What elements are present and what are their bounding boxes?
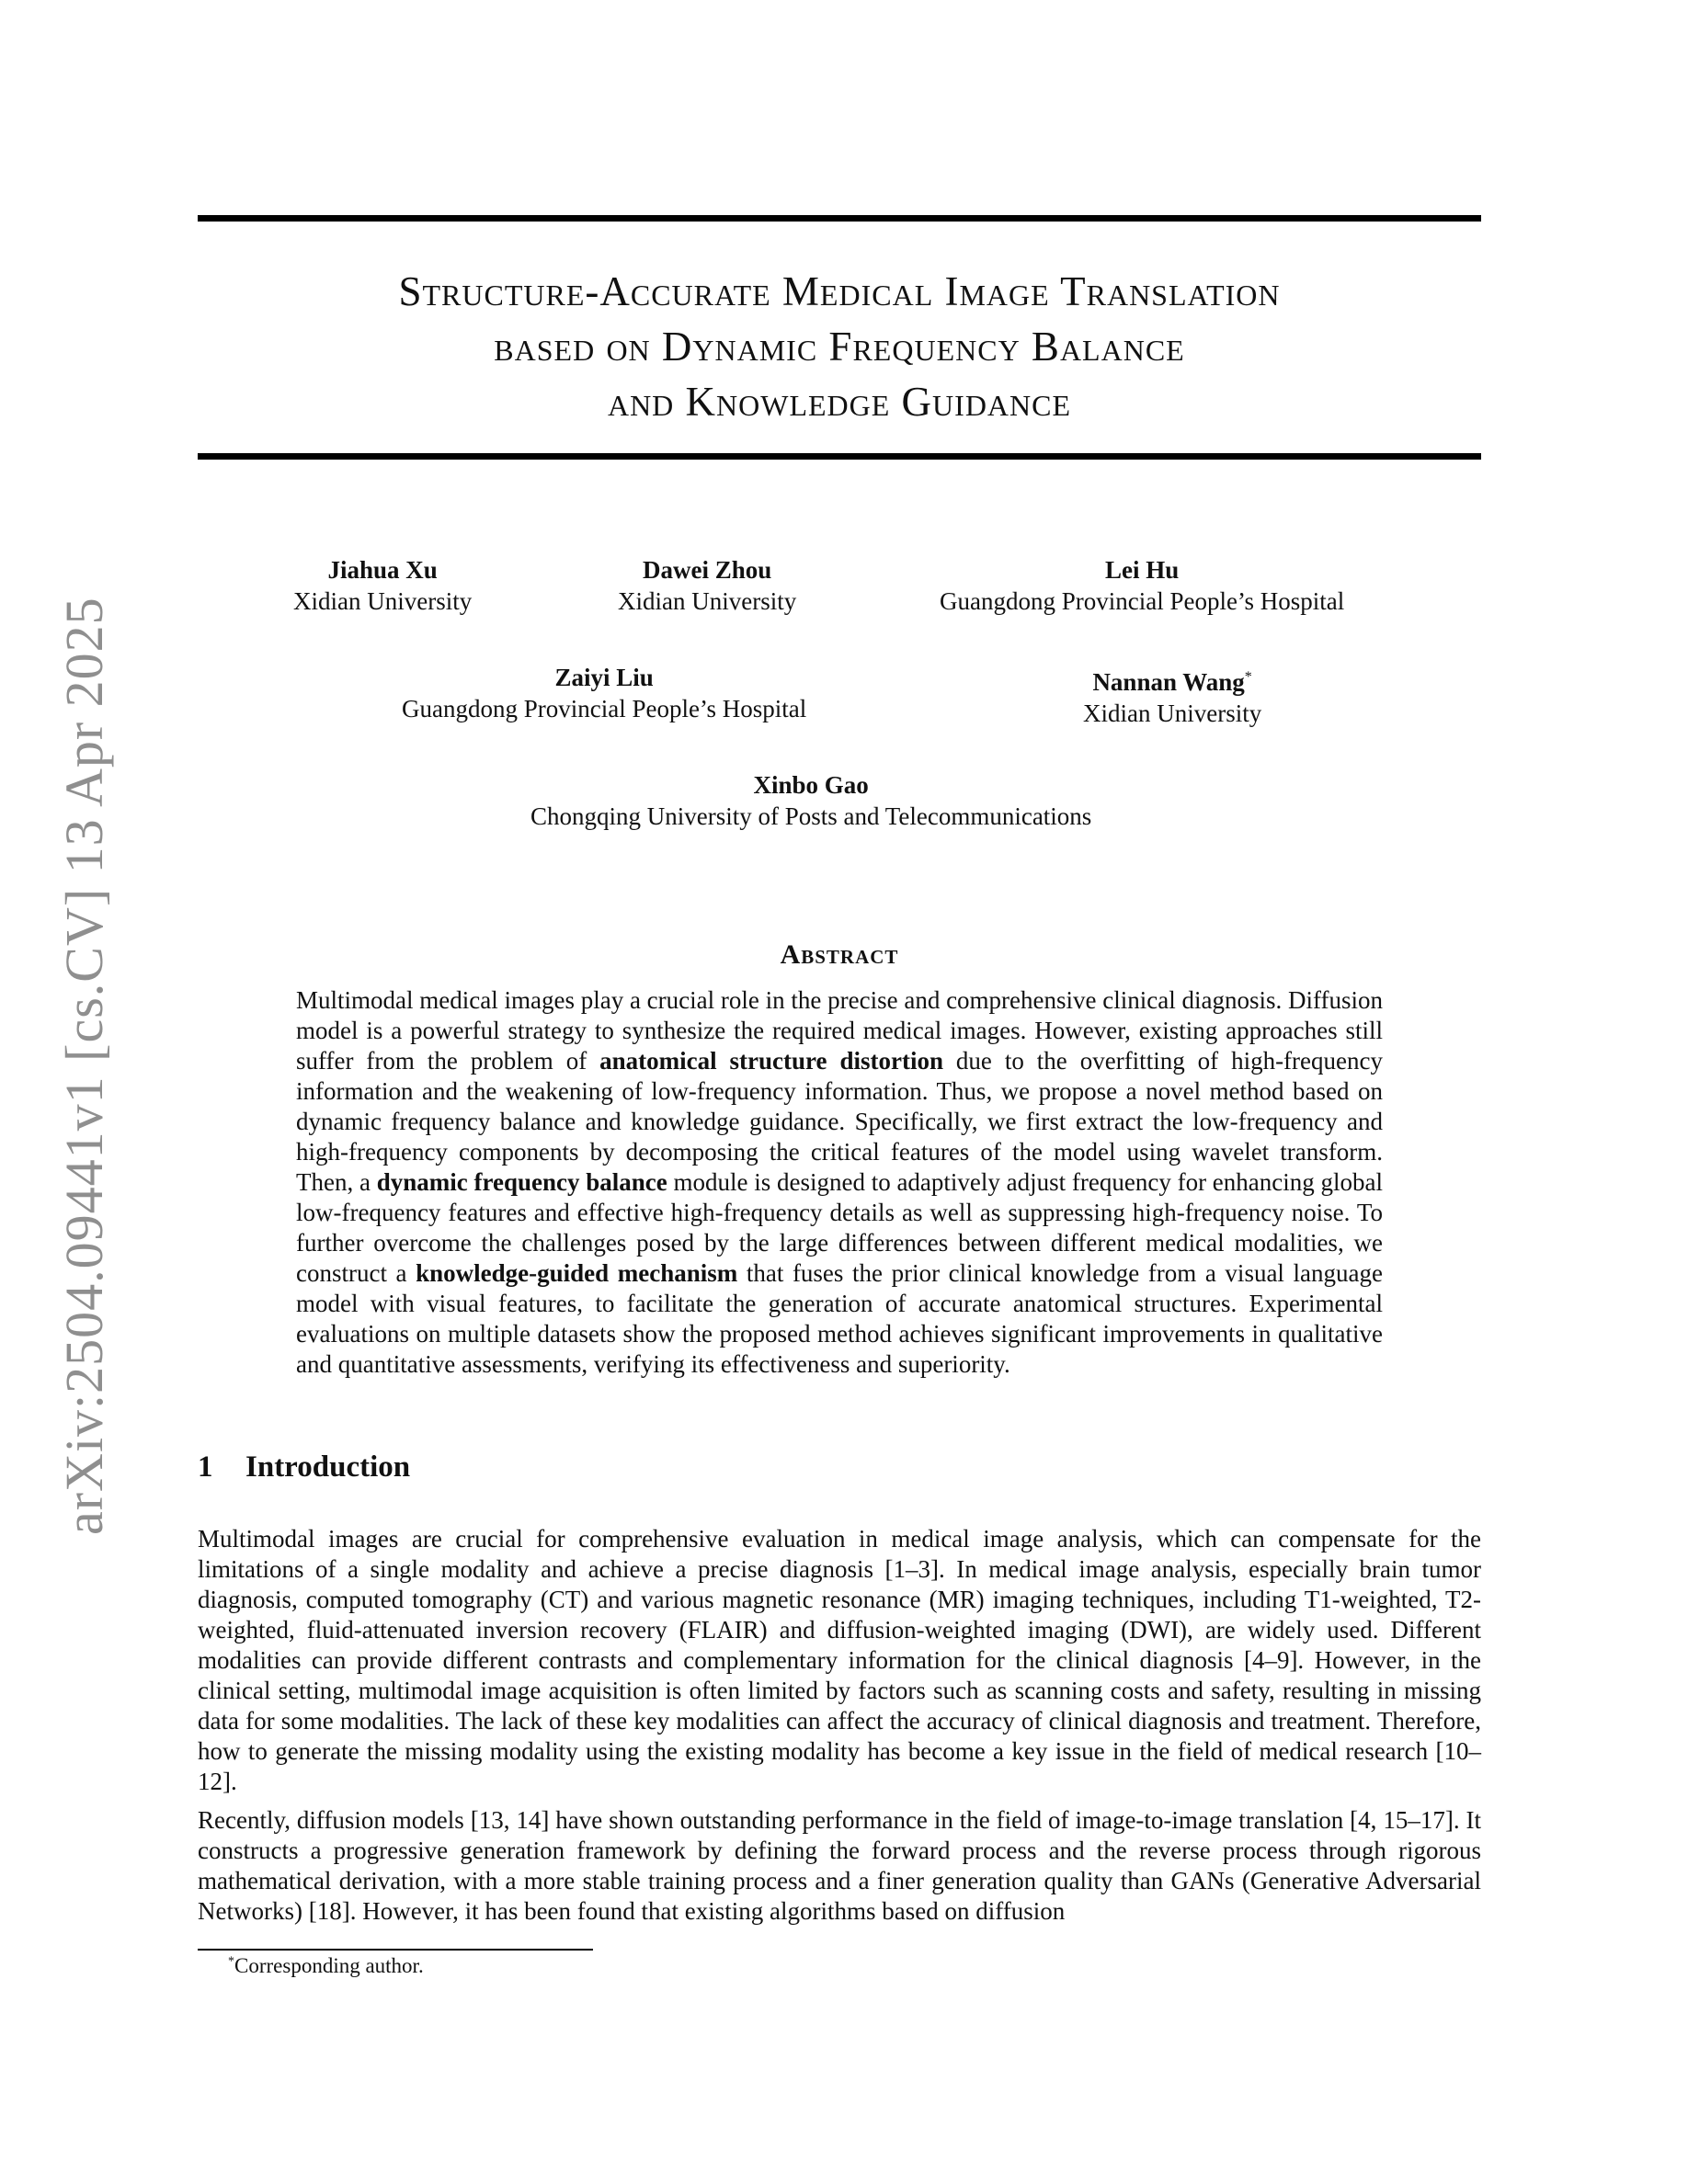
author-affiliation: Xidian University [293, 587, 473, 615]
section-number: 1 [198, 1450, 213, 1484]
title-line-2: based on Dynamic Frequency Balance [494, 324, 1185, 370]
author-name: Jiahua Xu [327, 556, 438, 584]
title-bottom-rule [198, 453, 1481, 460]
section-title: Introduction [245, 1450, 411, 1484]
author-affiliation: Guangdong Provincial People’s Hospital [402, 695, 807, 722]
arxiv-side-stamp: arXiv:2504.09441v1 [cs.CV] 13 Apr 2025 [54, 597, 114, 1535]
title-line-3: and Knowledge Guidance [607, 379, 1072, 425]
author-affiliation: Guangdong Provincial People’s Hospital [940, 587, 1345, 615]
body-paragraph: Multimodal images are crucial for comprehensive evaluation in medical image analysis, which can compensate for the limitations of a single modality and achieve a precise diagnosis [1–3]. In medical image analysis, especially brain tumor diagnosis, computed tomography (CT) and various magnetic resonance (MR) imaging techniques, including T1-weighted, T2-weighted, fluid-attenuated inversion recovery (FLAIR) and diffusion-weighted imaging (DWI), are widely used. Different modalities can provide different contrasts and complementary information for the clinical diagnosis [4–9]. However, in the clinical setting, multimodal image acquisition is often limited by factors such as scanning costs and safety, resulting in missing data for some modalities. The lack of these key modalities can affect the accuracy of clinical diagnosis and treatment. Therefore, how to generate the missing modality using the existing modality has become a key issue in the field of medical research [10–12]. [198, 1525, 1481, 1795]
title-top-rule [198, 215, 1481, 222]
abstract-emphasis: knowledge-guided mechanism [416, 1259, 738, 1287]
abstract-emphasis: anatomical structure distortion [599, 1047, 943, 1075]
footnote: *Corresponding author. [228, 1954, 424, 1977]
body-paragraph: Recently, diffusion models [13, 14] have shown outstanding performance in the field of image-to-image translation [4, 15–17]. It constructs a progressive generation framework by defining the forward process and the reverse process through rigorous mathematical derivation, with a more stable training process and a finer generation quality than GANs (Generative Adversarial Networks) [18]. However, it has been found that existing algorithms based on diffusion [198, 1806, 1481, 1925]
author-name: Lei Hu [1104, 556, 1180, 584]
author-block [618, 554, 796, 617]
title-line-1: Structure-Accurate Medical Image Translation [398, 268, 1281, 314]
author-affiliation: Xidian University [1083, 700, 1262, 727]
corresponding-mark: * [1244, 669, 1252, 685]
author-block [402, 662, 806, 724]
abstract-text: Multimodal medical images play a crucial role in the precise and comprehensive clinical diagnosis. Diffusion model is a powerful strategy to synthesize the required medical images. However, existing approaches still suffer from the problem of anatomical structure distortion due to the overfitting of high-frequency information and the weakening of low-frequency information. Thus, we propose a novel method based on dynamic frequency balance and knowledge guidance. Specifically, we first extract the low-frequency and high-frequency components by decomposing the critical features of the model using wavelet transform. Then, a dynamic frequency balance module is designed to adaptively adjust frequency for enhancing global low-frequency features and effective high-frequency details as well as suppressing high-frequency noise. To further overcome the challenges posed by the large differences between different medical modalities, we construct a knowledge-guided mechanism that fuses the prior clinical knowledge from a visual language model with visual features, to facilitate the generation of accurate anatomical structures. Experimental evaluations on multiple datasets show the proposed method achieves significant improvements in qualitative and quantitative assessments, verifying its effectiveness and superiority. [296, 986, 1383, 1378]
author-block [293, 554, 472, 617]
author-block [940, 554, 1344, 617]
author-name: Dawei Zhou [642, 556, 772, 584]
abstract-heading: Abstract [780, 939, 899, 970]
author-affiliation: Chongqing University of Posts and Telecommunications [530, 802, 1092, 830]
author-block [1083, 662, 1261, 729]
paper-title [198, 264, 1481, 429]
abstract-emphasis: dynamic frequency balance [376, 1168, 667, 1196]
footnote-rule [198, 1949, 593, 1951]
author-name: Xinbo Gao [753, 771, 869, 799]
author-block [530, 769, 1091, 832]
section-heading [198, 1450, 410, 1484]
author-name: Nannan Wang* [1092, 668, 1252, 696]
author-name: Zaiyi Liu [554, 664, 654, 691]
author-affiliation: Xidian University [618, 587, 797, 615]
footnote-mark: * [228, 1954, 234, 1969]
